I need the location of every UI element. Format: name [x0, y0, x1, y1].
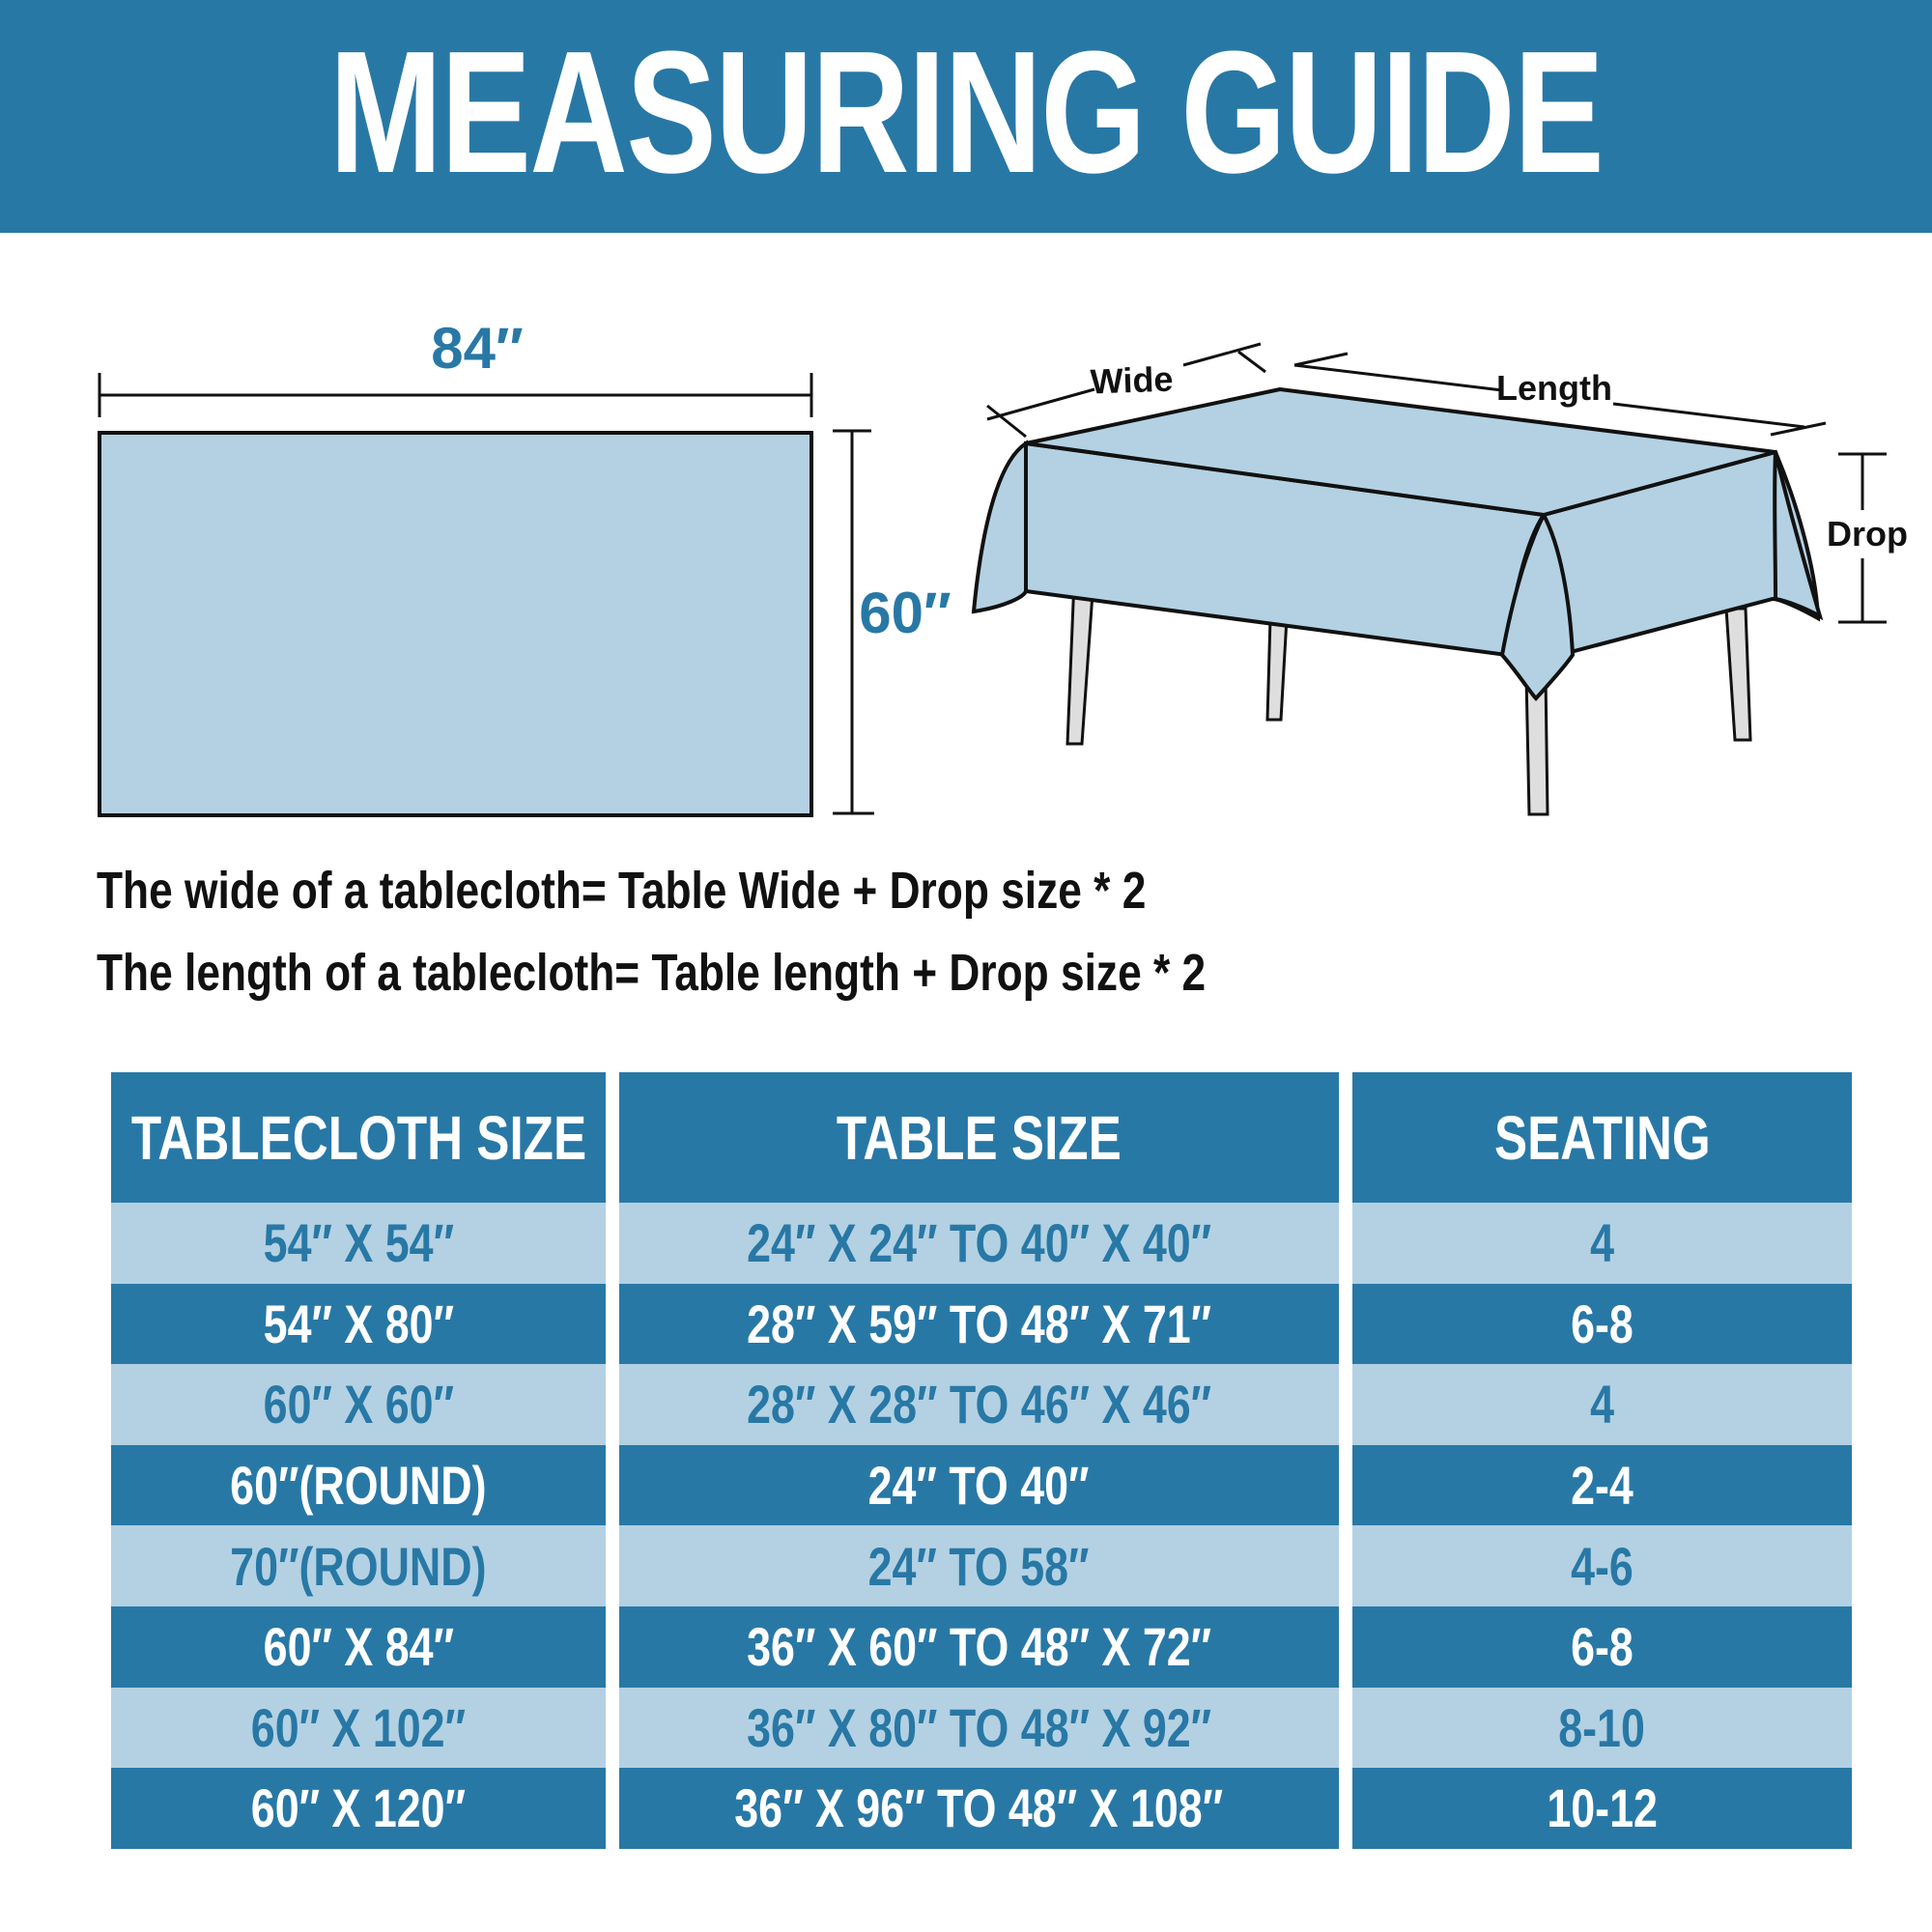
table-cell: 60″ X 120″ [111, 1768, 606, 1849]
table-cell: 60″ X 102″ [111, 1688, 606, 1769]
table-illustration [974, 344, 1908, 814]
size-table [111, 1072, 1852, 1849]
table-cell: 54″ X 54″ [111, 1203, 606, 1284]
drape-right-corner [1775, 452, 1820, 616]
table-leg-right-back [1726, 609, 1750, 740]
formula-wide: The wide of a tablecloth= Table Wide + Drop size * 2 [97, 862, 1147, 920]
table-cell: 54″ X 80″ [111, 1284, 606, 1365]
header-seating: SEATING [1352, 1072, 1852, 1203]
table-cell: 4-6 [1352, 1525, 1852, 1606]
table-cell: 8-10 [1352, 1688, 1852, 1769]
table-cell: 4 [1352, 1364, 1852, 1445]
table-leg-front-left [1067, 580, 1094, 744]
drape-left-side [974, 443, 1026, 611]
table-cell: 24″ TO 40″ [619, 1445, 1339, 1526]
length-dimension-line-right [1613, 404, 1804, 427]
table-cell: 6-8 [1352, 1284, 1852, 1365]
table-cell: 2-4 [1352, 1445, 1852, 1526]
table-cell: 10-12 [1352, 1768, 1852, 1849]
header-tablecloth-size: TABLECLOTH SIZE [111, 1072, 606, 1203]
flat-height-label: 60″ [859, 581, 952, 645]
page-title: MEASURING GUIDE [328, 14, 1604, 210]
wide-dimension-tick-right [1238, 352, 1265, 372]
wide-dimension-line-right [1183, 344, 1261, 365]
length-label: Length [1496, 368, 1612, 408]
flat-width-label: 84″ [431, 316, 524, 381]
table-cell: 60″(ROUND) [111, 1445, 606, 1526]
measurement-diagram [0, 233, 1932, 851]
column-table-size [619, 1072, 1339, 1849]
drop-label: Drop [1827, 514, 1908, 554]
table-cell: 60″ X 84″ [111, 1606, 606, 1688]
flat-tablecloth-diagram [99, 316, 952, 815]
column-tablecloth-size [111, 1072, 606, 1849]
table-cell: 70″(ROUND) [111, 1525, 606, 1606]
header-table-size: TABLE SIZE [619, 1072, 1339, 1203]
length-dimension-tick-left [1294, 354, 1348, 365]
table-cell: 36″ X 80″ TO 48″ X 92″ [619, 1688, 1339, 1769]
table-cell: 36″ X 96″ TO 48″ X 108″ [619, 1768, 1339, 1849]
table-cell: 28″ X 28″ TO 46″ X 46″ [619, 1364, 1339, 1445]
table-cell: 24″ TO 58″ [619, 1525, 1339, 1606]
wide-label: Wide [1090, 358, 1175, 402]
table-leg-back [1267, 618, 1287, 720]
table-cell: 24″ X 24″ TO 40″ X 40″ [619, 1203, 1339, 1284]
flat-tablecloth-rect [99, 433, 811, 815]
column-seating [1352, 1072, 1852, 1849]
table-cell: 6-8 [1352, 1606, 1852, 1688]
table-cell: 4 [1352, 1203, 1852, 1284]
table-cell: 28″ X 59″ TO 48″ X 71″ [619, 1284, 1339, 1365]
wide-dimension-line-left [987, 389, 1094, 419]
table-cell: 36″ X 60″ TO 48″ X 72″ [619, 1606, 1339, 1688]
header-banner [0, 0, 1932, 233]
length-dimension-line-left [1294, 365, 1502, 390]
table-cell: 60″ X 60″ [111, 1364, 606, 1445]
formula-length: The length of a tablecloth= Table length + Drop size * 2 [97, 944, 1207, 1002]
